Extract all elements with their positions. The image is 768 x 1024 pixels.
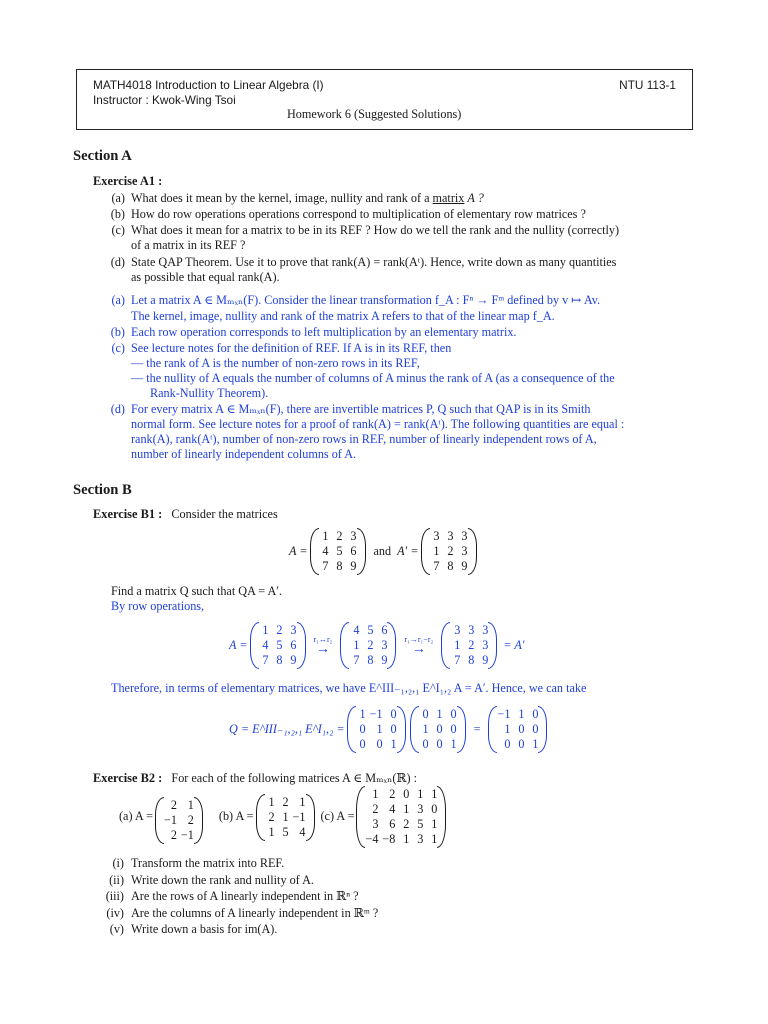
matrix-entry: 1 [422,722,429,736]
matrix-entry: 2 [282,794,289,809]
matrix-entry: 1 [187,797,194,812]
right-paren [297,622,306,669]
matrix-entry: 8 [336,559,343,573]
matrix-entry: 2 [447,544,454,558]
Q-label: Q = E^III₋₁,₂,₁ E^I₁,₂ = [229,721,345,736]
instructor: Instructor : Kwok-Wing Tsoi [93,93,236,107]
matrix-Q [488,706,547,753]
matrix-entry: 8 [276,653,283,667]
matrix-entry: 7 [322,559,329,573]
qc-text-2: of a matrix in its REF ? [131,238,246,252]
matrix-entry: 0 [518,722,525,736]
exercise-b1-heading [93,507,278,522]
matrix-entry: 2 [170,827,177,842]
matrix-entry: 4 [262,638,269,652]
right-arrow-icon: → [411,642,426,657]
matrix-entry: 3 [350,529,357,543]
left-paren [488,706,497,753]
matrix-Ap [421,528,477,575]
matrix-entry: 9 [461,559,468,573]
row-op-swap-label: r₁↔r₂ [313,635,333,644]
left-paren [250,622,259,669]
matrix-entry: 7 [353,653,360,667]
matrix-entry: 1 [390,737,397,751]
matrix-entry: 7 [433,559,440,573]
matrix-entry: −8 [382,832,396,846]
right-paren [194,797,203,844]
b1-by-row-text: By row operations, [111,599,205,613]
matrix-entry: 3 [454,623,461,637]
right-paren [457,706,466,753]
matrix-entry: 9 [350,559,357,573]
matrix-entry: 9 [290,653,297,667]
matrix-entry: 0 [403,787,410,801]
task-text: Write down a basis for im(A). [131,922,278,936]
ans-a-label: (a) [111,293,125,307]
b2b-label: (b) A = [218,809,254,824]
task-number: (iv) [106,905,124,920]
header-box [76,69,693,130]
chain-matrix-Ap [441,622,497,669]
matrix-entry: 2 [403,817,410,831]
chain-matrix-step1 [340,622,396,669]
matrix-entry: 8 [468,653,475,667]
matrix-entry: 9 [381,653,388,667]
right-paren [468,528,477,575]
b1-therefore-text: Therefore, in terms of elementary matrices, we have E^III₋₁,₂,₁ E^I₁,₂ A = A′. Hence, we can take [111,681,587,695]
left-paren [410,706,419,753]
section-b-title: Section B [73,482,132,498]
ans-a-text-2: The kernel, image, nullity and rank of the matrix A refers to that of the linear map f_A. [131,309,555,323]
matrix-entry: 0 [359,737,366,751]
matrix-b2b [256,794,315,841]
ans-b-label: (b) [110,325,125,339]
left-paren [347,706,356,753]
matrix-entry: −1 [292,809,306,824]
matrix-entry: 0 [390,722,397,736]
matrix-entry: −1 [180,827,194,842]
qa-label: (a) [111,191,125,205]
matrix-entry: 2 [336,529,343,543]
matrix-entry: 3 [290,623,297,637]
matrix-entry: 1 [353,638,360,652]
task-number: (iii) [105,889,124,903]
matrix-entry: 0 [436,722,443,736]
ans-d-text-4: number of linearly independent columns of A. [131,447,357,461]
matrix-entry: −4 [365,832,379,846]
matrix-entry: 1 [376,722,383,736]
matrix-entries [450,622,488,669]
matrix-entry: 3 [433,529,440,543]
matrix-entry: 0 [532,707,539,721]
task-text: Are the columns of A linearly independent in ℝᵐ ? [131,905,379,920]
matrix-entry: 2 [372,802,379,816]
row-op-subtract-label: r₁→r₁−r₂ [404,635,434,644]
matrix-entry: 4 [389,802,396,816]
matrix-entry: 1 [450,737,457,751]
right-paren [387,622,396,669]
matrix-entries [356,706,397,753]
matrix-entry: 0 [431,802,438,816]
ans-c-dash-2a: — the nullity of A equals the number of columns of A minus the rank of A (as a consequence of the [131,371,615,385]
qa-underlined: matrix [432,191,465,205]
b2a-label: (a) A = [119,809,153,824]
matrix-entry: 3 [482,623,489,637]
ans-c-dash-2b: Rank-Nullity Theorem). [150,386,269,400]
matrix-entry: 1 [504,722,511,736]
ans-d-label: (d) [110,402,125,416]
b1-Q-row [229,706,549,753]
right-paren [306,794,315,841]
qc-text-1: What does it mean for a matrix to be in its REF ? How do we tell the rank and the nullity (correctly) [131,223,620,237]
matrix-entry: 1 [436,707,443,721]
ans-c-label: (c) [111,341,125,355]
right-paren [357,528,366,575]
matrix-entry: 1 [417,787,424,801]
matrix-entry: 6 [290,638,297,652]
matrix-entry: 0 [359,722,366,736]
matrix-entries [430,528,468,575]
matrix-entry: 0 [436,737,443,751]
left-paren [356,786,365,848]
task-number: (i) [112,856,124,870]
matrix-entry: 7 [454,653,461,667]
matrix-entry: 3 [372,817,379,831]
right-paren [437,786,446,848]
matrix-entry: 2 [187,812,194,827]
qb-label: (b) [110,207,125,221]
matrix-entry: 3 [417,802,424,816]
matrix-E1 [347,706,406,753]
matrix-entry: 2 [276,623,283,637]
matrix-entry: 4 [353,623,360,637]
matrix-entry: 4 [299,824,306,839]
matrix-entry: 3 [381,638,388,652]
matrix-entry: 1 [403,802,410,816]
matrix-entry: 0 [450,722,457,736]
ans-c-text: See lecture notes for the definition of REF. If A is in its REF, then [131,341,452,355]
matrix-entry: −1 [497,707,511,721]
matrix-entry: 1 [532,737,539,751]
exercise-b1-intro: Consider the matrices [171,507,278,521]
ans-d-text-2: normal form. See lecture notes for a proof of rank(A) = rank(Aᵗ). The following quantities are equal : [131,417,625,431]
left-paren [310,528,319,575]
matrix-entries [319,528,357,575]
b1-find-text: Find a matrix Q such that QA = A′. [111,584,283,598]
task-number: (ii) [109,872,124,887]
matrix-entry: 1 [268,824,275,839]
right-paren [488,622,497,669]
task-number: (v) [109,922,124,936]
matrix-entry: −1 [163,812,177,827]
right-paren [397,706,406,753]
matrix-A-label: A = [289,543,308,558]
matrix-entries [365,786,437,848]
matrix-b2a [155,797,203,844]
matrix-entries [349,622,387,669]
homework-title: Homework 6 (Suggested Solutions) [287,107,462,121]
exercise-b1-title: Exercise B1 : [93,507,163,521]
matrix-b2c [356,786,446,848]
ans-c-dash-1: — the rank of A is the number of non-zero rows in its REF, [131,356,420,370]
qa-end: A ? [467,191,484,205]
ans-a-text-1: Let a matrix A ∈ Mₘₓₙ(F). Consider the linear transformation f_A : Fⁿ → Fᵐ defined by v ↦ Av. [131,293,601,307]
matrix-E2 [410,706,466,753]
qa-text [131,191,484,206]
ans-d-text-3: rank(A), rank(Aᵗ), number of non-zero rows in REF, number of linearly independent rows of A, [131,432,597,446]
left-paren [155,797,164,844]
matrix-entry: 5 [276,638,283,652]
matrix-entry: 1 [454,638,461,652]
matrix-entry: 3 [447,529,454,543]
qd-text-2: as possible that equal rank(A). [131,270,280,284]
university-term: NTU 113-1 [619,78,676,92]
matrix-entry: 1 [262,623,269,637]
qc-label: (c) [111,223,125,237]
matrix-entries [265,794,306,841]
matrix-entry: 1 [431,817,438,831]
left-paren [421,528,430,575]
matrix-A [310,528,366,575]
chain-A-label: A = [229,637,248,652]
matrix-entry: 1 [299,794,306,809]
task-text: Write down the rank and nullity of A. [131,872,314,887]
matrix-entry: 5 [417,817,424,831]
left-paren [256,794,265,841]
matrix-entry: 1 [322,529,329,543]
chain-matrix-A [250,622,306,669]
matrix-entry: 3 [417,832,424,846]
matrix-entry: 1 [403,832,410,846]
qd-text-1: State QAP Theorem. Use it to prove that rank(A) = rank(Aᵗ). Hence, write down as many quantities [131,255,617,269]
matrix-entries [164,797,194,844]
matrix-entry: 7 [262,653,269,667]
matrix-entry: 3 [461,529,468,543]
matrix-Ap-label: A′ = [397,543,419,558]
section-a-title: Section A [73,148,132,164]
matrix-entry: 0 [422,737,429,751]
matrix-entry: 9 [482,653,489,667]
matrix-entry: 1 [431,787,438,801]
right-paren [538,706,547,753]
matrix-entry: 4 [322,544,329,558]
right-arrow-icon: → [315,642,330,657]
matrix-entry: 3 [482,638,489,652]
matrix-entry: 8 [447,559,454,573]
matrix-entry: 6 [381,623,388,637]
matrix-entry: 5 [282,824,289,839]
and-word: and [373,543,392,558]
ans-d-text-1: For every matrix A ∈ Mₘₓₙ(F), there are invertible matrices P, Q such that QAP is in its Smith [131,402,591,416]
matrix-entry: −1 [369,707,383,721]
matrix-entry: 5 [367,623,374,637]
matrix-entry: 1 [372,787,379,801]
matrix-entry: 3 [461,544,468,558]
qa-main: What does it mean by the kernel, image, nullity and rank of a [131,191,430,205]
matrix-entry: 0 [518,737,525,751]
ans-b-text: Each row operation corresponds to left multiplication by an elementary matrix. [131,325,517,339]
matrix-entries [259,622,297,669]
matrix-entry: 0 [504,737,511,751]
matrix-entry: 6 [389,817,396,831]
matrix-entry: 0 [450,707,457,721]
matrix-entry: 6 [350,544,357,558]
matrix-entry: 1 [282,809,289,824]
b1-matrices-row [289,528,479,575]
matrix-entry: 1 [433,544,440,558]
b2-matrices-row [119,786,448,848]
equals-sign: = [473,721,481,736]
qb-text: How do row operations operations correspond to multiplication of elementary row matrices ? [131,207,586,221]
exercise-b2-title: Exercise B2 : [93,771,163,785]
matrix-entry: 2 [468,638,475,652]
matrix-entry: 1 [359,707,366,721]
matrix-entry: 0 [422,707,429,721]
matrix-entry: 5 [336,544,343,558]
matrix-entry: 8 [367,653,374,667]
b1-row-operations [229,622,524,669]
matrix-entry: 1 [268,794,275,809]
matrix-entries [419,706,457,753]
matrix-entry: 2 [389,787,396,801]
matrix-entry: 3 [468,623,475,637]
b2c-label: (c) A = [320,809,355,824]
matrix-entry: 1 [518,707,525,721]
chain-equals-Ap: = A′ [503,637,525,652]
qd-label: (d) [110,255,125,269]
left-paren [441,622,450,669]
matrix-entry: 2 [268,809,275,824]
matrix-entry: 0 [390,707,397,721]
exercise-b2-intro: For each of the following matrices A ∈ Mₘₓₙ(ℝ) : [171,771,418,785]
exercise-b2-heading [93,771,417,786]
matrix-entry: 2 [367,638,374,652]
matrix-entry: 0 [376,737,383,751]
task-text: Transform the matrix into REF. [131,856,285,870]
row-op-swap [314,635,333,656]
task-text: Are the rows of A linearly independent in ℝⁿ ? [131,889,359,903]
matrix-entry: 2 [170,797,177,812]
course-title: MATH4018 Introduction to Linear Algebra (I) [93,78,324,92]
exercise-a1-title: Exercise A1 : [93,174,163,188]
matrix-entry: 0 [532,722,539,736]
matrix-entry: 1 [431,832,438,846]
row-op-subtract [404,635,433,656]
matrix-entries [497,706,538,753]
left-paren [340,622,349,669]
